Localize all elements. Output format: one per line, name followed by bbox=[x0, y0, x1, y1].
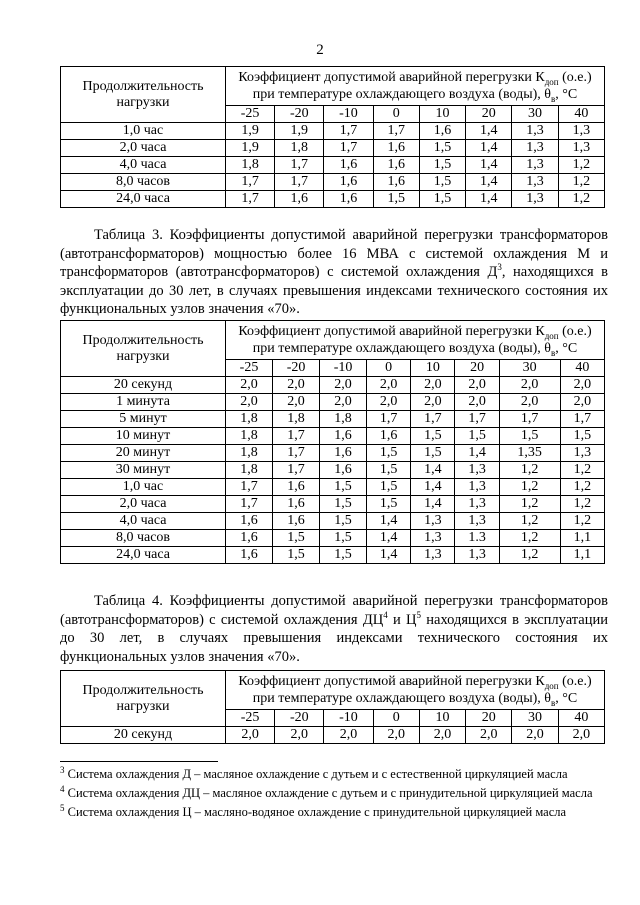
table-row bbox=[61, 157, 605, 174]
duration-cell: 1 минута bbox=[61, 394, 226, 411]
temperature-header-cell: 10 bbox=[419, 710, 465, 727]
coefficient-cell: 1,4 bbox=[466, 191, 512, 208]
coefficient-cell: 2,0 bbox=[367, 377, 411, 394]
coefficient-cell: 1,1 bbox=[560, 547, 604, 564]
coefficient-cell: 1,2 bbox=[499, 530, 560, 547]
table-row bbox=[61, 394, 605, 411]
temperature-header-cell: 20 bbox=[455, 360, 499, 377]
coefficient-cell: 1,5 bbox=[367, 479, 411, 496]
coefficient-cell: 1,4 bbox=[455, 445, 499, 462]
coefficient-cell: 1,4 bbox=[411, 479, 455, 496]
coefficient-cell: 1,6 bbox=[273, 479, 320, 496]
table-3-caption: Таблица 3. Коэффициенты допустимой аварийной перегрузки трансформаторов (автотрансформаторов) мощностью более 16 МВА с системой охлаждения М и трансформаторов (автотрансформаторов) с системой охлаждения $Д^3$, находящихся в эксплуатации до 30 лет, в случаях превышения индексами технического состояния их функциональных узлов значения «70». bbox=[60, 227, 608, 317]
duration-cell: 1,0 час bbox=[61, 479, 226, 496]
footnotes bbox=[60, 766, 608, 823]
coefficient-cell: 1,5 bbox=[320, 547, 367, 564]
coefficient-cell: 1,8 bbox=[226, 428, 273, 445]
table-row bbox=[61, 428, 605, 445]
page-number: 2 bbox=[316, 42, 324, 58]
coefficient-cell: 1,6 bbox=[367, 428, 411, 445]
coefficient-cell: 1,3 bbox=[455, 462, 499, 479]
coefficient-cell: 1,9 bbox=[275, 123, 324, 140]
coefficient-cell: 2,0 bbox=[373, 727, 419, 744]
coefficient-cell: 2,0 bbox=[324, 727, 373, 744]
duration-cell: 8,0 часов bbox=[61, 174, 226, 191]
coefficient-cell: 1,4 bbox=[466, 140, 512, 157]
coefficient-cell: 1,9 bbox=[226, 140, 275, 157]
table-2 bbox=[60, 66, 605, 208]
temperature-header-cell: 40 bbox=[558, 106, 604, 123]
temperature-header-cell: -10 bbox=[324, 106, 373, 123]
coefficient-cell: 1,5 bbox=[499, 428, 560, 445]
duration-cell: 20 секунд bbox=[61, 727, 226, 744]
coefficient-cell: 2,0 bbox=[367, 394, 411, 411]
temperature-header-cell: 30 bbox=[512, 106, 558, 123]
table-row bbox=[61, 496, 605, 513]
coefficient-cell: 1,35 bbox=[499, 445, 560, 462]
coefficient-cell: 1,4 bbox=[466, 123, 512, 140]
temperature-header-cell: -20 bbox=[275, 106, 324, 123]
temperature-header-cell: 10 bbox=[419, 106, 465, 123]
table-row bbox=[61, 462, 605, 479]
coefficient-cell: 1,5 bbox=[273, 547, 320, 564]
coefficient-cell: 1,2 bbox=[560, 479, 604, 496]
coefficient-cell: 1,2 bbox=[558, 191, 604, 208]
coefficient-cell: 1,3 bbox=[512, 174, 558, 191]
duration-cell: 4,0 часа bbox=[61, 513, 226, 530]
coefficient-cell: 1,5 bbox=[411, 428, 455, 445]
coefficient-cell: 1,6 bbox=[320, 462, 367, 479]
coefficient-cell: 1,8 bbox=[320, 411, 367, 428]
coefficient-cell: 2,0 bbox=[560, 394, 604, 411]
coefficient-cell: 2,0 bbox=[411, 377, 455, 394]
coefficient-cell: 2,0 bbox=[226, 377, 273, 394]
coefficient-cell: 2,0 bbox=[320, 394, 367, 411]
temperature-header-cell: 20 bbox=[466, 710, 512, 727]
coefficient-cell: 1,2 bbox=[499, 547, 560, 564]
temperature-header-cell: -20 bbox=[275, 710, 324, 727]
coefficient-cell: 1,4 bbox=[466, 157, 512, 174]
coefficient-cell: 1,3 bbox=[512, 157, 558, 174]
coefficient-cell: 2,0 bbox=[455, 394, 499, 411]
coefficient-cell: 2,0 bbox=[512, 727, 558, 744]
coefficient-cell: 1,2 bbox=[560, 462, 604, 479]
coefficient-cell: 1,8 bbox=[275, 140, 324, 157]
coefficient-cell: 1,5 bbox=[367, 462, 411, 479]
table-4 bbox=[60, 670, 605, 744]
coefficient-cell: 1,7 bbox=[226, 496, 273, 513]
table-row bbox=[61, 513, 605, 530]
coefficient-cell: 1,2 bbox=[558, 174, 604, 191]
coefficient-cell: 1,5 bbox=[373, 191, 419, 208]
coefficient-cell: 1,2 bbox=[499, 496, 560, 513]
table-row bbox=[61, 727, 605, 744]
table-row bbox=[61, 377, 605, 394]
coefficient-cell: 1,7 bbox=[560, 411, 604, 428]
coefficient-cell: 2,0 bbox=[275, 727, 324, 744]
coefficient-cell: 1,5 bbox=[411, 445, 455, 462]
temperature-header-cell: 40 bbox=[560, 360, 604, 377]
coefficient-cell: 1,6 bbox=[324, 191, 373, 208]
coefficient-cell: 1,4 bbox=[367, 547, 411, 564]
temperature-header-cell: -25 bbox=[226, 360, 273, 377]
duration-cell: 1,0 час bbox=[61, 123, 226, 140]
coefficient-cell: 1,6 bbox=[226, 513, 273, 530]
table-4-caption: Таблица 4. Коэффициенты допустимой аварийной перегрузки трансформаторов (автотрансформаторов) с системой охлаждения $ДЦ^4$ и $Ц^5$ находящихся в эксплуатации до 30 лет, в случаях превышения индексами технического состояния их функциональных узлов значения «70». bbox=[60, 593, 608, 665]
coefficient-cell: 1,5 bbox=[367, 445, 411, 462]
coefficient-cell: 1,7 bbox=[226, 174, 275, 191]
coefficient-cell: 1,2 bbox=[499, 462, 560, 479]
coefficient-cell: 2,0 bbox=[320, 377, 367, 394]
coefficient-cell: 1,3 bbox=[455, 496, 499, 513]
temperature-header-cell: 30 bbox=[512, 710, 558, 727]
temperature-header-cell: -10 bbox=[324, 710, 373, 727]
table-row bbox=[61, 191, 605, 208]
duration-header: Продолжительность нагрузки bbox=[61, 321, 226, 377]
coefficient-cell: 1,3 bbox=[512, 191, 558, 208]
coefficient-cell: 1,5 bbox=[320, 479, 367, 496]
coefficient-cell: 1,8 bbox=[273, 411, 320, 428]
duration-cell: 8,0 часов bbox=[61, 530, 226, 547]
coefficient-cell: 1,6 bbox=[273, 496, 320, 513]
coefficient-cell: 1,6 bbox=[273, 513, 320, 530]
table-row bbox=[61, 411, 605, 428]
coefficient-header: Коэффициент допустимой аварийной перегрузки $К_{доп}$ (о.е.) при температуре охлаждающего воздуха (воды), $\theta_в$, °С bbox=[226, 67, 605, 106]
coefficient-cell: 1,3 bbox=[558, 140, 604, 157]
coefficient-cell: 2,0 bbox=[226, 727, 275, 744]
coefficient-cell: 1,5 bbox=[320, 530, 367, 547]
coefficient-cell: 1,5 bbox=[419, 157, 465, 174]
duration-header: Продолжительность нагрузки bbox=[61, 67, 226, 123]
coefficient-cell: 1,7 bbox=[275, 174, 324, 191]
coefficient-cell: 1,8 bbox=[226, 411, 273, 428]
duration-cell: 2,0 часа bbox=[61, 140, 226, 157]
coefficient-cell: 1,3 bbox=[411, 547, 455, 564]
duration-cell: 2,0 часа bbox=[61, 496, 226, 513]
duration-cell: 24,0 часа bbox=[61, 191, 226, 208]
coefficient-cell: 1,6 bbox=[373, 140, 419, 157]
coefficient-cell: 2,0 bbox=[558, 727, 604, 744]
coefficient-cell: 1,7 bbox=[273, 445, 320, 462]
temperature-header-cell: 30 bbox=[499, 360, 560, 377]
coefficient-cell: 1,6 bbox=[226, 530, 273, 547]
temperature-header-cell: 0 bbox=[373, 106, 419, 123]
duration-cell: 24,0 часа bbox=[61, 547, 226, 564]
temperature-header-cell: 0 bbox=[373, 710, 419, 727]
temperature-header-cell: -10 bbox=[320, 360, 367, 377]
coefficient-cell: 2,0 bbox=[466, 727, 512, 744]
table-row bbox=[61, 174, 605, 191]
footnote-separator bbox=[60, 761, 218, 762]
coefficient-cell: 2,0 bbox=[226, 394, 273, 411]
coefficient-cell: 2,0 bbox=[273, 394, 320, 411]
coefficient-cell: 1,4 bbox=[367, 530, 411, 547]
duration-cell: 4,0 часа bbox=[61, 157, 226, 174]
temperature-header-cell: 20 bbox=[466, 106, 512, 123]
coefficient-cell: 1,6 bbox=[373, 157, 419, 174]
coefficient-cell: 1,8 bbox=[226, 157, 275, 174]
coefficient-cell: 2,0 bbox=[499, 394, 560, 411]
coefficient-cell: 1,3 bbox=[411, 530, 455, 547]
coefficient-cell: 2,0 bbox=[273, 377, 320, 394]
coefficient-cell: 1,7 bbox=[275, 157, 324, 174]
table-3 bbox=[60, 320, 605, 564]
coefficient-cell: 1,8 bbox=[226, 445, 273, 462]
temperature-header-cell: 40 bbox=[558, 710, 604, 727]
coefficient-cell: 1,5 bbox=[419, 174, 465, 191]
coefficient-cell: 2,0 bbox=[419, 727, 465, 744]
coefficient-cell: 1,4 bbox=[411, 462, 455, 479]
table-row bbox=[61, 445, 605, 462]
coefficient-header: Коэффициент допустимой аварийной перегрузки $К_{доп}$ (о.е.) при температуре охлаждающего воздуха (воды), $\theta_в$, °С bbox=[226, 671, 605, 710]
coefficient-cell: 1,6 bbox=[320, 428, 367, 445]
coefficient-cell: 1,5 bbox=[320, 496, 367, 513]
temperature-header-cell: -25 bbox=[226, 710, 275, 727]
coefficient-cell: 1,7 bbox=[226, 191, 275, 208]
footnote-4: $^4$ Система охлаждения ДЦ – масляное охлаждение с дутьем и с принудительной циркуляцией масла bbox=[60, 783, 593, 800]
coefficient-cell: 1,7 bbox=[455, 411, 499, 428]
coefficient-cell: 1,2 bbox=[499, 513, 560, 530]
coefficient-cell: 2,0 bbox=[499, 377, 560, 394]
table-row bbox=[61, 479, 605, 496]
table-row bbox=[61, 530, 605, 547]
coefficient-cell: 1,2 bbox=[560, 496, 604, 513]
duration-cell: 30 минут bbox=[61, 462, 226, 479]
coefficient-cell: 1,7 bbox=[324, 123, 373, 140]
coefficient-cell: 1,7 bbox=[411, 411, 455, 428]
coefficient-cell: 1,7 bbox=[273, 462, 320, 479]
coefficient-cell: 1,6 bbox=[275, 191, 324, 208]
coefficient-cell: 1,5 bbox=[419, 191, 465, 208]
coefficient-cell: 1,6 bbox=[419, 123, 465, 140]
coefficient-cell: 1,6 bbox=[226, 547, 273, 564]
table-row bbox=[61, 123, 605, 140]
footnote-5: $^5$ Система охлаждения Ц – масляно-водяное охлаждение с принудительной циркуляцией масла bbox=[60, 802, 567, 819]
temperature-header-cell: 0 bbox=[367, 360, 411, 377]
coefficient-cell: 1,7 bbox=[373, 123, 419, 140]
coefficient-cell: 1,3 bbox=[411, 513, 455, 530]
temperature-header-cell: 10 bbox=[411, 360, 455, 377]
coefficient-cell: 1,2 bbox=[558, 157, 604, 174]
coefficient-cell: 1,5 bbox=[367, 496, 411, 513]
coefficient-cell: 2,0 bbox=[411, 394, 455, 411]
coefficient-cell: 1,6 bbox=[324, 174, 373, 191]
coefficient-cell: 1,5 bbox=[560, 428, 604, 445]
coefficient-cell: 1,7 bbox=[273, 428, 320, 445]
duration-cell: 20 секунд bbox=[61, 377, 226, 394]
coefficient-cell: 1,8 bbox=[226, 462, 273, 479]
coefficient-cell: 1,3 bbox=[512, 123, 558, 140]
coefficient-cell: 1,3 bbox=[455, 479, 499, 496]
coefficient-cell: 1,5 bbox=[455, 428, 499, 445]
coefficient-cell: 1,2 bbox=[560, 513, 604, 530]
table-row bbox=[61, 140, 605, 157]
coefficient-cell: 1,5 bbox=[320, 513, 367, 530]
coefficient-cell: 1,4 bbox=[411, 496, 455, 513]
coefficient-cell: 1,6 bbox=[320, 445, 367, 462]
temperature-header-cell: -20 bbox=[273, 360, 320, 377]
coefficient-cell: 1,6 bbox=[324, 157, 373, 174]
coefficient-cell: 2,0 bbox=[455, 377, 499, 394]
coefficient-cell: 1,5 bbox=[273, 530, 320, 547]
coefficient-cell: 1,3 bbox=[558, 123, 604, 140]
coefficient-cell: 1,5 bbox=[419, 140, 465, 157]
duration-header: Продолжительность нагрузки bbox=[61, 671, 226, 727]
coefficient-cell: 1,1 bbox=[560, 530, 604, 547]
duration-cell: 20 минут bbox=[61, 445, 226, 462]
coefficient-cell: 1,4 bbox=[466, 174, 512, 191]
coefficient-cell: 1,3 bbox=[455, 547, 499, 564]
coefficient-cell: 1,4 bbox=[367, 513, 411, 530]
coefficient-cell: 1,3 bbox=[560, 445, 604, 462]
coefficient-cell: 1,2 bbox=[499, 479, 560, 496]
coefficient-cell: 1,3 bbox=[512, 140, 558, 157]
coefficient-cell: 2,0 bbox=[560, 377, 604, 394]
coefficient-cell: 1.3 bbox=[455, 530, 499, 547]
coefficient-cell: 1,7 bbox=[499, 411, 560, 428]
coefficient-cell: 1,7 bbox=[324, 140, 373, 157]
coefficient-cell: 1,7 bbox=[367, 411, 411, 428]
coefficient-cell: 1,7 bbox=[226, 479, 273, 496]
footnote-3: $^3$ Система охлаждения Д – масляное охлаждение с дутьем и с естественной циркуляцией масла bbox=[60, 764, 568, 781]
duration-cell: 5 минут bbox=[61, 411, 226, 428]
coefficient-cell: 1,6 bbox=[373, 174, 419, 191]
table-row bbox=[61, 547, 605, 564]
duration-cell: 10 минут bbox=[61, 428, 226, 445]
temperature-header-cell: -25 bbox=[226, 106, 275, 123]
coefficient-header: Коэффициент допустимой аварийной перегрузки $К_{доп}$ (о.е.) при температуре охлаждающего воздуха (воды), $\theta_в$, °С bbox=[226, 321, 605, 360]
coefficient-cell: 1,3 bbox=[455, 513, 499, 530]
coefficient-cell: 1,9 bbox=[226, 123, 275, 140]
